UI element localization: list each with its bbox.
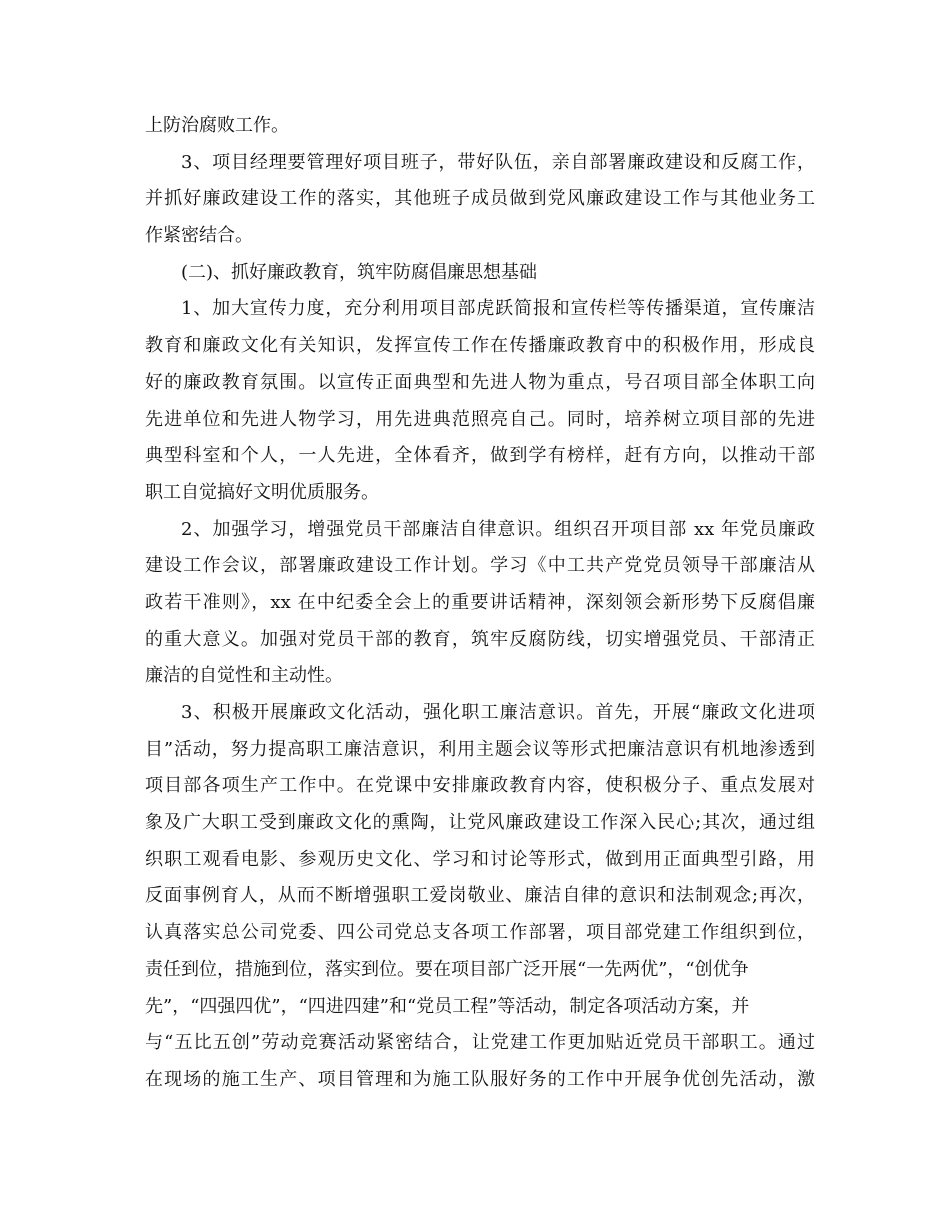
text-line: 建设工作会议，部署廉政建设工作计划。学习《中工共产党党员领导干部廉洁从 (145, 555, 815, 577)
text-line: 反面事例育人，从而不断增强职工爱岗敬业、廉洁自律的意识和法制观念;再次， (145, 885, 815, 907)
text-line: 象及广大职工受到廉政文化的熏陶，让党风廉政建设工作深入民心;其次，通过组 (145, 812, 815, 834)
text-line: 3、项目经理要管理好项目班子，带好队伍，亲自部署廉政建设和反腐工作， (181, 151, 815, 173)
document-body (145, 108, 815, 1099)
text-line: 项目部各项生产工作中。在党课中安排廉政教育内容，使积极分子、重点发展对 (145, 775, 815, 797)
text-line: 典型科室和个人，一人先进，全体看齐，做到学有榜样，赶有方向，以推动干部 (145, 445, 815, 467)
text-line: 目”活动，努力提高职工廉洁意识，利用主题会议等形式把廉洁意识有机地渗透到 (145, 738, 815, 760)
text-line: 3、积极开展廉政文化活动，强化职工廉洁意识。首先，开展“廉政文化进项 (181, 702, 815, 723)
text-line: 1、加大宣传力度，充分利用项目部虎跃简报和宣传栏等传播渠道，宣传廉洁 (181, 298, 815, 320)
text-line: 认真落实总公司党委、四公司党总支各项工作部署，项目部党建工作组织到位， (145, 922, 815, 944)
text-line: 上防治腐败工作。 (145, 115, 289, 136)
text-line: 织职工观看电影、参观历史文化、学习和讨论等形式，做到用正面典型引路，用 (145, 848, 815, 870)
text-line: 的重大意义。加强对党员干部的教育，筑牢反腐防线，切实增强党员、干部清正 (145, 628, 815, 650)
text-line: 职工自觉搞好文明优质服务。 (145, 481, 379, 503)
text-line: 责任到位，措施到位，落实到位。要在项目部广泛开展“一先两优”，“创优争 (145, 958, 749, 980)
text-line: 先”，“四强四优”，“四进四建”和“党员工程”等活动，制定各项活动方案，并 (145, 995, 750, 1017)
text-line: 作紧密结合。 (145, 225, 253, 247)
text-line: 教育和廉政文化有关知识，发挥宣传工作在传播廉政教育中的积极作用，形成良 (145, 335, 815, 357)
text-line: 与“五比五创”劳动竞赛活动紧密结合，让党建工作更加贴近党员干部职工。通过 (145, 1032, 815, 1054)
text-line: 好的廉政教育氛围。以宣传正面典型和先进人物为重点，号召项目部全体职工向 (145, 371, 815, 393)
text-line: 政若干准则》，xx 在中纪委全会上的重要讲话精神，深刻领会新形势下反腐倡廉 (145, 591, 815, 613)
text-line: 在现场的施工生产、项目管理和为施工队服好务的工作中开展争优创先活动，激 (145, 1068, 815, 1090)
text-line: 廉洁的自觉性和主动性。 (145, 665, 343, 687)
text-line: (二)、抓好廉政教育，筑牢防腐倡廉思想基础 (181, 261, 538, 283)
text-line: 2、加强学习，增强党员干部廉洁自律意识。组织召开项目部 xx 年党员廉政 (181, 518, 815, 540)
text-line: 并抓好廉政建设工作的落实，其他班子成员做到党风廉政建设工作与其他业务工 (145, 188, 815, 210)
text-line: 先进单位和先进人物学习，用先进典范照亮自己。同时，培养树立项目部的先进 (145, 408, 815, 430)
